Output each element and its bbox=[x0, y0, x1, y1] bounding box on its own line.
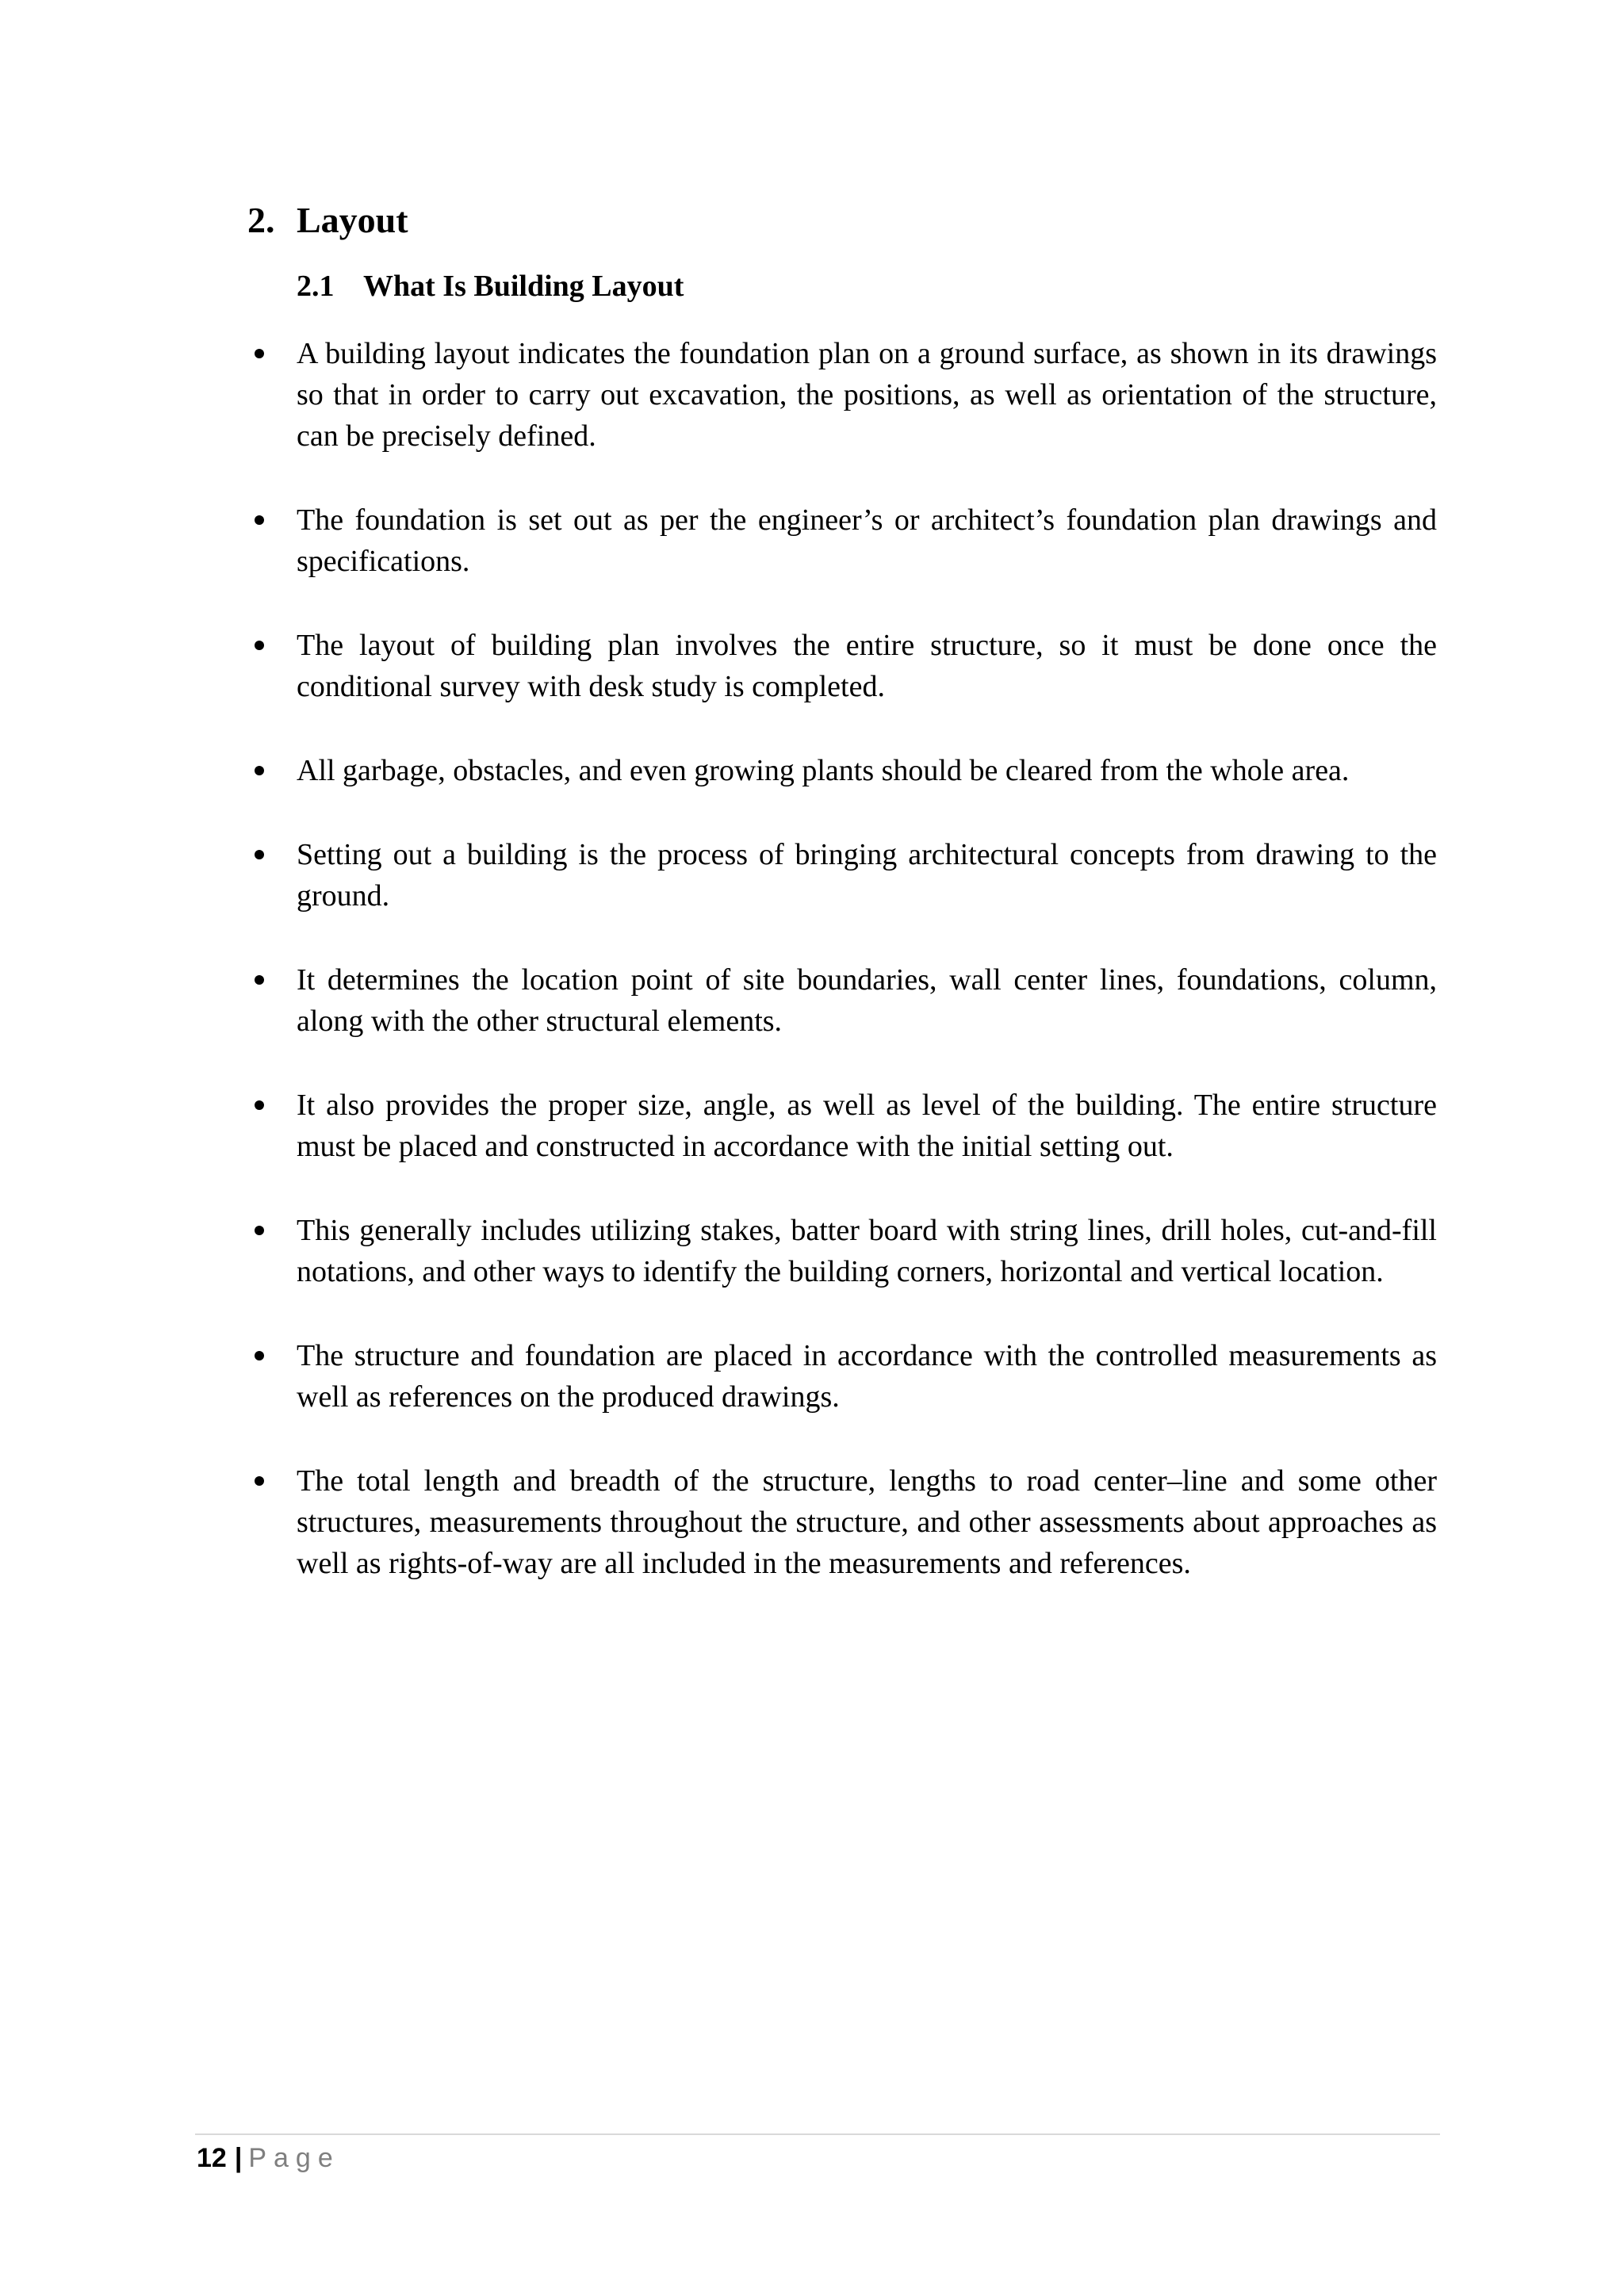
list-item bbox=[297, 1335, 1437, 1418]
list-item bbox=[297, 1210, 1437, 1292]
section-number: 2. bbox=[247, 200, 275, 240]
bullet-icon bbox=[255, 1476, 264, 1486]
list-item-text: All garbage, obstacles, and even growing plants should be cleared from the whole area. bbox=[297, 754, 1350, 787]
footer-divider bbox=[195, 2133, 1440, 2135]
bullet-icon bbox=[255, 766, 264, 775]
list-item bbox=[297, 1085, 1437, 1167]
list-item-text: Setting out a building is the process of bringing architectural concepts from drawing to the ground. bbox=[297, 838, 1437, 913]
list-item bbox=[297, 499, 1437, 582]
list-item-text: A building layout indicates the foundation plan on a ground surface, as shown in its drawings so that in order to carry out excavation, the positions, as well as orientation of the structure, can be precisely defined. bbox=[297, 337, 1437, 453]
bullet-list bbox=[297, 333, 1437, 1627]
list-item bbox=[297, 625, 1437, 707]
bullet-icon bbox=[255, 515, 264, 525]
page-label: Page bbox=[248, 2143, 340, 2173]
bullet-icon bbox=[255, 1351, 264, 1360]
subsection-title: What Is Building Layout bbox=[363, 270, 684, 303]
list-item bbox=[297, 1460, 1437, 1584]
list-item-text: The layout of building plan involves the entire structure, so it must be done once the conditional survey with desk study is completed. bbox=[297, 629, 1437, 703]
bullet-icon bbox=[255, 641, 264, 650]
section-title: Layout bbox=[297, 200, 408, 240]
page-number: 12 bbox=[197, 2143, 227, 2173]
list-item-text: The total length and breadth of the structure, lengths to road center–line and some other structures, measurements throughout the structure, and other assessments about approaches as well as rights-of-way are all included in the measurements and references. bbox=[297, 1464, 1437, 1580]
list-item-text: It also provides the proper size, angle, as well as level of the building. The entire structure must be placed and constructed in accordance with the initial setting out. bbox=[297, 1089, 1437, 1163]
list-item bbox=[297, 333, 1437, 457]
footer-separator: | bbox=[234, 2143, 243, 2173]
list-item bbox=[297, 834, 1437, 916]
bullet-icon bbox=[255, 975, 264, 985]
bullet-icon bbox=[255, 850, 264, 859]
bullet-icon bbox=[255, 1100, 264, 1110]
list-item-text: It determines the location point of site boundaries, wall center lines, foundations, column, along with the other structural elements. bbox=[297, 963, 1437, 1038]
list-item-text: This generally includes utilizing stakes, batter board with string lines, drill holes, cut-and-fill notations, and other ways to identify the building corners, horizontal and vertical location. bbox=[297, 1214, 1437, 1288]
subsection-number: 2.1 bbox=[297, 270, 335, 303]
list-item-text: The structure and foundation are placed in accordance with the controlled measurements as well as references on the produced drawings. bbox=[297, 1339, 1437, 1414]
list-item-text: The foundation is set out as per the engineer’s or architect’s foundation plan drawings and specifications. bbox=[297, 503, 1437, 578]
section-heading bbox=[247, 197, 408, 244]
bullet-icon bbox=[255, 349, 264, 358]
page-footer bbox=[197, 2141, 340, 2175]
list-item bbox=[297, 959, 1437, 1042]
subsection-heading bbox=[297, 266, 684, 306]
list-item bbox=[297, 750, 1437, 791]
bullet-icon bbox=[255, 1226, 264, 1235]
